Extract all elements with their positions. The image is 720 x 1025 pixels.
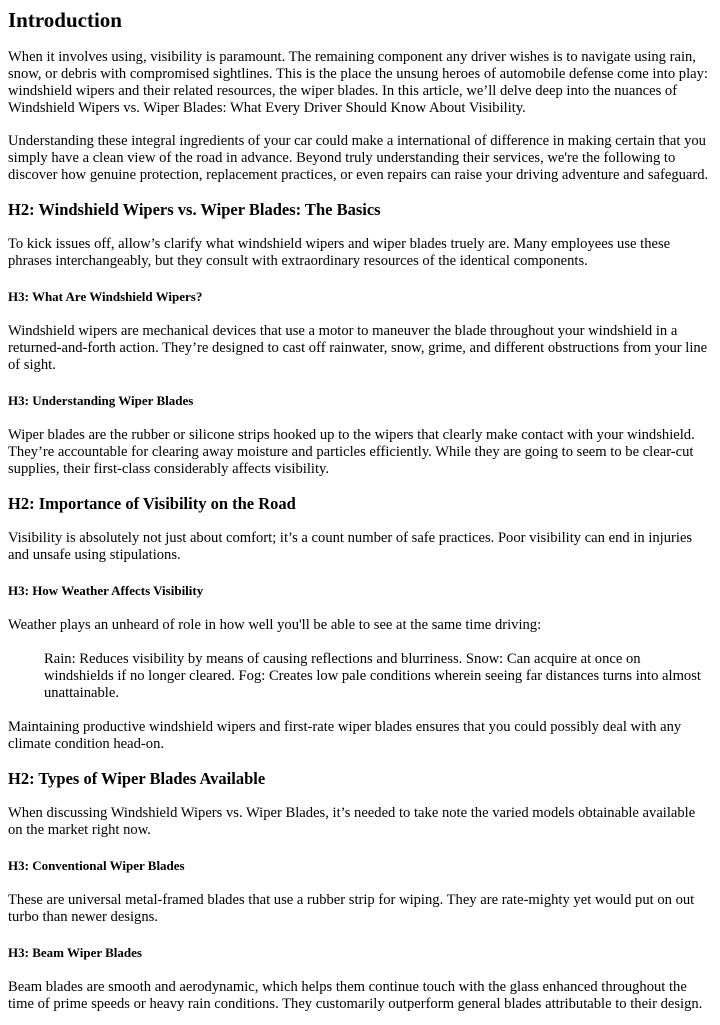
wipers-paragraph: Windshield wipers are mechanical devices that use a motor to maneuver the blade throughout your windshield in a returned-and-forth action. They’re designed to cast off rainwater, snow, grime, and different obstructions from your line of sight. bbox=[8, 323, 708, 373]
subsection-heading-conventional: H3: Conventional Wiper Blades bbox=[8, 858, 185, 873]
section-heading-basics: H2: Windshield Wipers vs. Wiper Blades: The Basics bbox=[8, 200, 381, 219]
intro-paragraph-2: Understanding these integral ingredients of your car could make a international of difference in making certain that you simply have a clean view of the road in advance. Beyond truly understanding their services, we're the following to discover how genuine protection, replacement practices, or even repairs can raise your driving adventure and safeguard. bbox=[8, 133, 709, 183]
article bbox=[0, 8, 713, 1013]
weather-paragraph-2: Maintaining productive windshield wipers and first-rate wiper blades ensures that you could possibly deal with any climate condition head-on. bbox=[8, 719, 682, 752]
subsection-heading-blades: H3: Understanding Wiper Blades bbox=[8, 393, 194, 408]
basics-paragraph: To kick issues off, allow’s clarify what windshield wipers and wiper blades truely are. Many employees use these phrases interchangeably, but they consult with extraordinary resources of the identical components. bbox=[8, 236, 671, 269]
section-heading-importance: H2: Importance of Visibility on the Road bbox=[8, 494, 296, 513]
importance-paragraph: Visibility is absolutely not just about comfort; it’s a count number of safe practices. Poor visibility can end in injuries and unsafe using stipulations. bbox=[8, 530, 693, 563]
section-heading-types: H2: Types of Wiper Blades Available bbox=[8, 769, 266, 788]
types-paragraph: When discussing Windshield Wipers vs. Wiper Blades, it’s needed to take note the varied models obtainable available on the market right now. bbox=[8, 805, 696, 838]
beam-paragraph: Beam blades are smooth and aerodynamic, which helps them continue touch with the glass enhanced throughout the time of prime speeds or heavy rain conditions. They customarily outperform general blades attributable to their design. bbox=[8, 979, 703, 1012]
page-title: Introduction bbox=[8, 8, 122, 32]
weather-paragraph: Weather plays an unheard of role in how well you'll be able to see at the same time driving: bbox=[8, 617, 542, 633]
subsection-heading-wipers: H3: What Are Windshield Wipers? bbox=[8, 289, 203, 304]
blades-paragraph: Wiper blades are the rubber or silicone strips hooked up to the wipers that clearly make contact with your windshield. They’re accountable for clearing away moisture and particles efficiently. While they are going to seem to be clear-cut supplies, their first-class considerably affects visibility. bbox=[8, 427, 695, 477]
weather-blockquote: Rain: Reduces visibility by means of causing reflections and blurriness. Snow: Can acquire at once on windshields if no longer cleared. Fog: Creates low pale conditions wherein seeing far distances turns into almost unattainable. bbox=[44, 651, 701, 701]
subsection-heading-beam: H3: Beam Wiper Blades bbox=[8, 945, 142, 960]
subsection-heading-weather: H3: How Weather Affects Visibility bbox=[8, 583, 204, 598]
conventional-paragraph: These are universal metal-framed blades that use a rubber strip for wiping. They are rate-mighty yet would put on out turbo than newer designs. bbox=[8, 892, 695, 925]
intro-paragraph-1: When it involves using, visibility is paramount. The remaining component any driver wishes is to navigate using rain, snow, or debris with compromised sightlines. This is the place the unsung heroes of automobile defense come into play: windshield wipers and their related resources, the wiper blades. In this article, we’ll delve deep into the nuances of Windshield Wipers vs. Wiper Blades: What Every Driver Should Know About Visibility. bbox=[8, 49, 708, 116]
